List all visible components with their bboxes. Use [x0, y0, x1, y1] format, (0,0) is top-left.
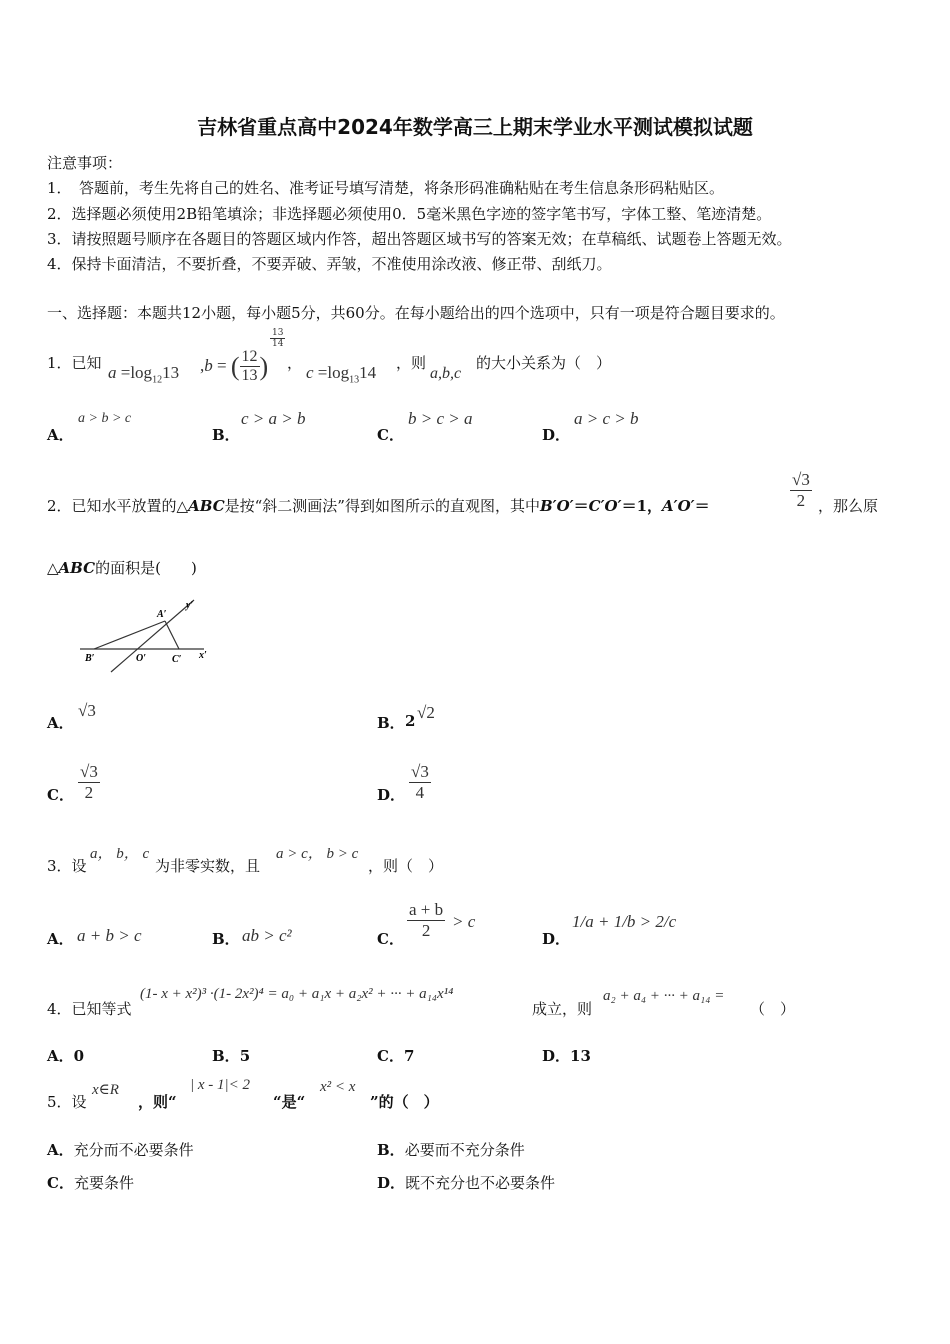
q5-lead: 5．设	[47, 1093, 87, 1111]
q5-option-c: C．充要条件	[47, 1174, 134, 1192]
q2-option-b-coef: 2	[405, 712, 416, 730]
q2-diagram	[76, 592, 216, 677]
notice-heading: 注意事项：	[47, 154, 123, 172]
q1-option-b: c > a > b	[241, 409, 306, 428]
label-x: x′	[199, 650, 207, 661]
q3-option-c-label: C．	[377, 930, 404, 948]
label-b: B′	[85, 653, 95, 664]
q1-option-c: b > c > a	[408, 409, 473, 428]
q1-b-expr: ,b = ( $\frac{12}{13}$ )	[200, 348, 269, 385]
notice-item-3: 3．请按照题号顺序在各题目的答题区域内作答，超出答题区域书写的答案无效；在草稿纸、试题卷上答题无效。	[47, 230, 792, 248]
q3-option-a: a + b > c	[77, 926, 142, 945]
q1-vars: a,b,c	[430, 365, 462, 382]
q4-expr: (1- x + x²)³ ·(1- 2x²)⁴ = a₀ + a₁x + a₂x² + ··· + a₁₄x¹⁴	[140, 986, 454, 1002]
q5-q: x² < x	[320, 1079, 356, 1095]
page-title: 吉林省重点高中2024年数学高三上期末学业水平测试模拟试题	[197, 115, 753, 139]
q4-option-b: B．5	[212, 1047, 251, 1065]
q3-option-d: 1/a + 1/b > 2/c	[572, 912, 677, 931]
q4-sum: a₂ + a₄ + ··· + a₁₄ =	[603, 988, 725, 1004]
q3-lead: 3．设	[47, 857, 87, 875]
q4-option-c: C．7	[377, 1047, 415, 1065]
q3-option-c-tail: > c	[452, 912, 476, 931]
q2-option-a-label: A．	[47, 714, 74, 732]
notice-item-4: 4．保持卡面清洁，不要折叠，不要弄破、弄皱，不准使用涂改液、修正带、刮纸刀。	[47, 255, 612, 273]
q1-option-a: a > b > c	[78, 411, 132, 426]
label-c: C′	[172, 654, 182, 665]
section-heading: 一、选择题：本题共12小题，每小题5分，共60分。在每小题给出的四个选项中，只有一项是符合题目要求的。	[47, 304, 785, 322]
q3-option-b-label: B．	[212, 930, 240, 948]
q2-option-d-label: D．	[377, 786, 406, 804]
q1-option-b-label: B．	[212, 426, 240, 444]
q2-line1: 2．已知水平放置的△ABC是按“斜二测画法”得到如图所示的直观图，其中B′O′＝C′O′＝1，A′O′＝	[47, 497, 710, 515]
q3-option-b: ab > c²	[242, 926, 292, 945]
q4-lead: 4．已知等式	[47, 1000, 132, 1018]
q3-tail: ，则（ ）	[368, 857, 444, 875]
q5-tail: ”的（ ）	[370, 1093, 439, 1111]
q3-cond: a > c， b > c	[276, 846, 359, 862]
q5-option-d: D．既不充分也不必要条件	[377, 1174, 556, 1192]
q4-tail: （ ）	[750, 1000, 796, 1018]
q1-then: ，则	[396, 354, 427, 372]
q5-cond: x∈R	[92, 1082, 119, 1098]
q2-option-a: √3	[78, 701, 96, 720]
q1-lead: 1．已知	[47, 354, 102, 372]
y-axis-line	[111, 600, 194, 672]
label-o: O′	[136, 653, 147, 664]
q5-option-b: B．必要而不充分条件	[377, 1141, 525, 1159]
q4-option-d: D．13	[542, 1047, 591, 1065]
q3-option-a-label: A．	[47, 930, 74, 948]
notice-item-2: 2．选择题必须使用2B铅笔填涂；非选择题必须使用0．5毫米黑色字迹的签字笔书写，字体工整、笔迹清楚。	[47, 205, 772, 223]
q2-option-b-root: √2	[417, 703, 435, 722]
q2-option-b-label: B．	[377, 714, 405, 732]
q3-option-d-label: D．	[542, 930, 571, 948]
q5-p: | x - 1|< 2	[190, 1077, 251, 1093]
q1-c-expr: $c =\log_{13}14$	[306, 363, 377, 386]
q2-option-c-label: C．	[47, 786, 74, 804]
q1-tail: 的大小关系为（ ）	[476, 354, 612, 372]
q1-option-d-label: D．	[542, 426, 571, 444]
q3-option-c-fraction: $\frac{a + b}{2}$	[409, 900, 444, 940]
q5-is: “是“	[273, 1093, 306, 1111]
notice-item-1: 1． 答题前，考生先将自己的姓名、准考证号填写清楚，将条形码准确粘贴在考生信息条形码粘贴区。	[47, 179, 725, 197]
q1-option-d: a > c > b	[574, 409, 639, 428]
q2-ratio-fraction: $\frac{√3}{2}$	[792, 470, 810, 510]
segment-ac	[165, 621, 179, 649]
q1-comma: ，	[287, 354, 303, 372]
q1-option-a-label: A．	[47, 426, 74, 444]
q2-line2: △ABC的面积是( )	[47, 559, 197, 577]
label-a: A′	[157, 609, 167, 620]
q5-option-a: A．充分而不必要条件	[47, 1141, 194, 1159]
q3-mid: 为非零实数，且	[155, 857, 261, 875]
q2-option-c: $\frac{√3}{2}$	[80, 762, 98, 802]
q3-vars: a， b， c	[90, 846, 150, 862]
q4-option-a: A．0	[47, 1047, 85, 1065]
q1-a-expr: $a =\log_{12}13$	[108, 363, 180, 386]
q2-option-d: $\frac{√3}{4}$	[411, 762, 429, 802]
q4-mid: 成立，则	[532, 1000, 593, 1018]
q1-b-exponent: $\frac{13}{14}$	[272, 328, 284, 350]
label-y: y′	[186, 600, 194, 611]
q2-line1-tail: ，那么原	[818, 497, 879, 515]
q5-then: ，则“	[138, 1093, 177, 1111]
q1-option-c-label: C．	[377, 426, 404, 444]
